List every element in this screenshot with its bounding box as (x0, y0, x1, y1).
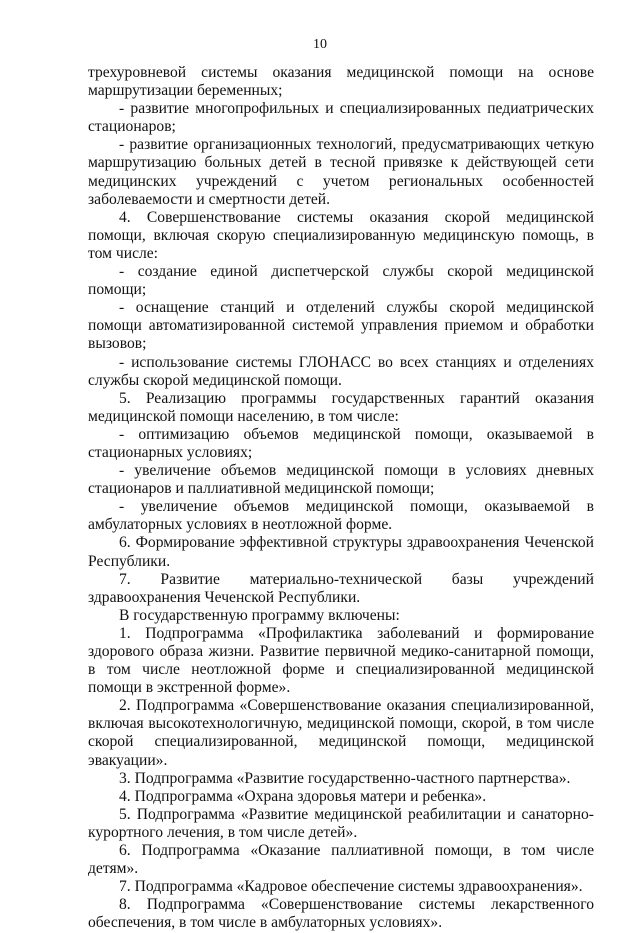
paragraph-14: В государственную программу включены: (119, 606, 400, 624)
paragraph-2: - развитие многопрофильных и специализированных педиатрических стационаров; (88, 100, 594, 136)
paragraph-17: 3. Подпрограмма «Развитие государственно-частного партнерства». (119, 769, 571, 787)
paragraph-6: - оснащение станций и отделений службы скорой медицинской помощи автоматизированной системой управления приемом и обработки вызовов; (88, 299, 594, 353)
paragraph-22: 8. Подпрограмма «Совершенствование системы лекарственного обеспечения, в том числе в амбулаторных условиях». (88, 896, 594, 932)
paragraph-3: - развитие организационных технологий, предусматривающих четкую маршрутизацию больных детей в тесной привязке к действующей сети медицинских учреждений с учетом региональных особенностей заболеваемости и смертности детей. (88, 136, 594, 208)
paragraph-18: 4. Подпрограмма «Охрана здоровья матери и ребенка». (119, 787, 487, 805)
paragraph-15: 1. Подпрограмма «Профилактика заболеваний и формирование здорового образа жизни. Развитие первичной медико-санитарной помощи, в том числе неотложной форме и специализированной медицинской помощи в экстренной форме». (88, 624, 594, 697)
paragraph-21: 7. Подпрограмма «Кадровое обеспечение системы здравоохранения». (119, 878, 583, 896)
paragraph-20: 6. Подпрограмма «Оказание паллиативной помощи, в том числе детям». (88, 842, 594, 878)
paragraph-13: 7. Развитие материально-технической базы учреждений здравоохранения Чеченской Республики. (88, 570, 594, 606)
paragraph-12: 6. Формирование эффективной структуры здравоохранения Чеченской Республики. (88, 534, 594, 570)
paragraph-1: трехуровневой системы оказания медицинской помощи на основе маршрутизации беременных; (88, 64, 594, 100)
paragraph-7: - использование системы ГЛОНАСС во всех станциях и отделениях службы скорой медицинской помощи. (88, 353, 594, 389)
page-number: 10 (313, 37, 327, 52)
document-body (88, 64, 594, 933)
paragraph-8: 5. Реализацию программы государственных гарантий оказания медицинской помощи населению, в том числе: (88, 389, 594, 425)
paragraph-19: 5. Подпрограмма «Развитие медицинской реабилитации и санаторно-курортного лечения, в том числе детей». (88, 805, 594, 841)
paragraph-9: - оптимизацию объемов медицинской помощи, оказываемой в стационарных условиях; (88, 425, 594, 461)
paragraph-5: - создание единой диспетчерской службы скорой медицинской помощи; (88, 263, 594, 299)
paragraph-16: 2. Подпрограмма «Совершенствование оказания специализированной, включая высокотехнологичную, медицинской помощи, скорой, в том числе скорой специализированной, медицинской помощи, медицинской эвакуации». (88, 697, 594, 769)
paragraph-11: - увеличение объемов медицинской помощи, оказываемой в амбулаторных условиях в неотложной форме. (88, 498, 594, 534)
paragraph-4: 4. Совершенствование системы оказания скорой медицинской помощи, включая скорую специализированную медицинскую помощь, в том числе: (88, 208, 594, 262)
paragraph-10: - увеличение объемов медицинской помощи в условиях дневных стационаров и паллиативной медицинской помощи; (88, 462, 594, 498)
